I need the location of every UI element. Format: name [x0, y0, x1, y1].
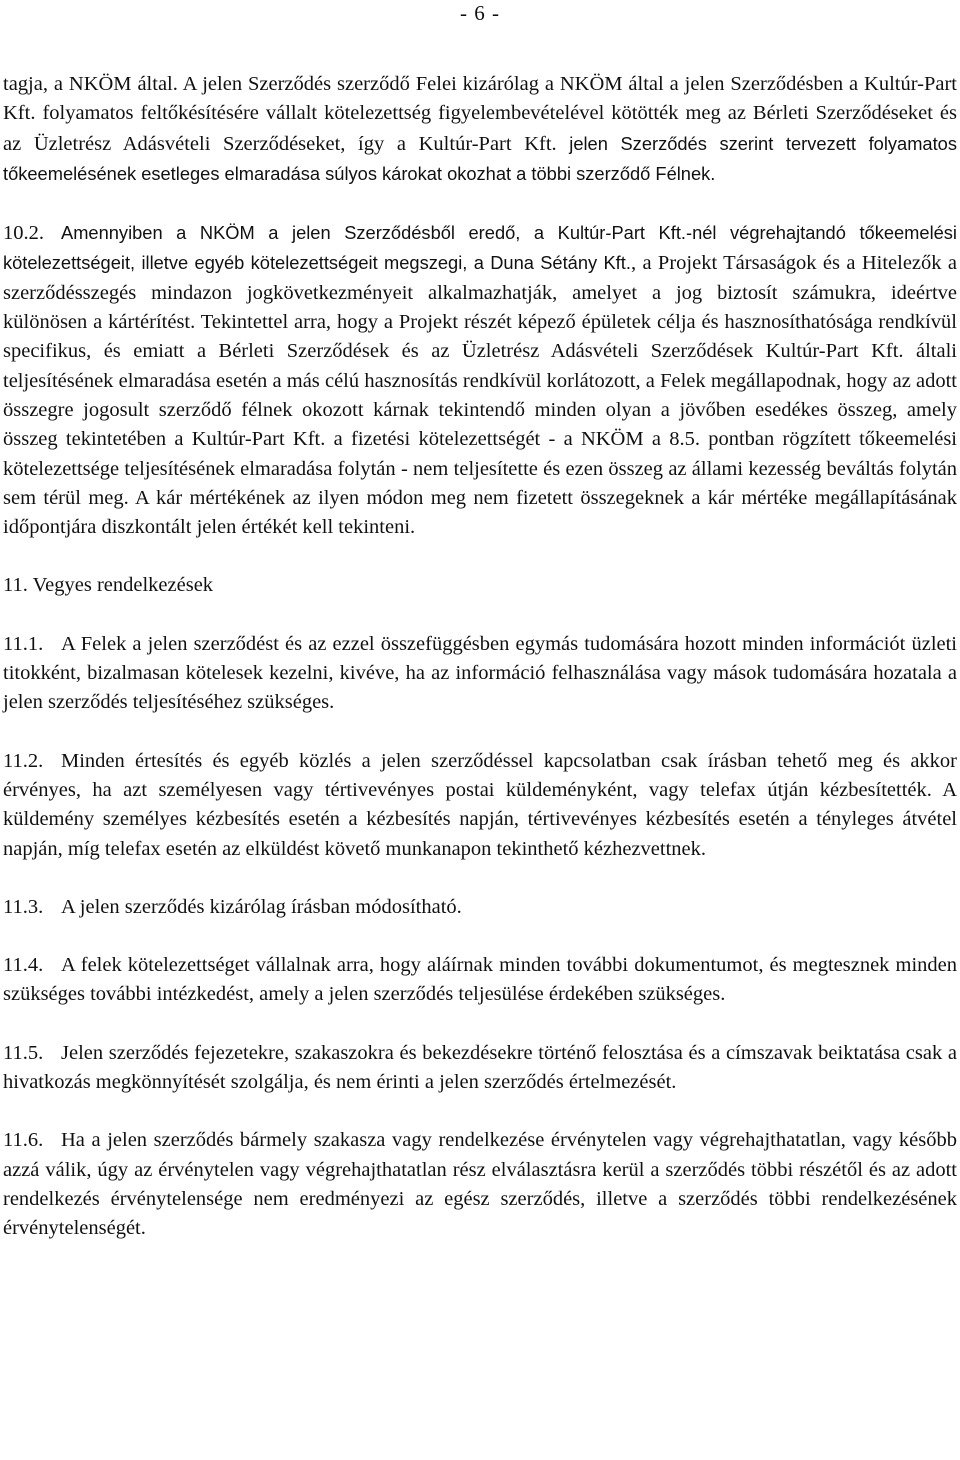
section-number: 11.1.: [3, 632, 44, 655]
section-number: 11.4.: [3, 954, 44, 977]
section-number: 11.6.: [3, 1129, 44, 1152]
paragraph-text: A jelen szerződés kizárólag írásban módosítható.: [61, 895, 462, 918]
section-11-heading: 11. Vegyes rendelkezések: [3, 574, 214, 597]
paragraph-11-1: [3, 630, 957, 718]
paragraph-text: Jelen szerződés fejezetekre, szakaszokra és bekezdésekre történő felosztása és a címszavak beiktatása csak a hivatkozás megkönnyítését szolgálja, és nem érinti a jelen szerződés értelmezését.: [3, 1041, 957, 1094]
page-number: - 6 -: [460, 1, 500, 25]
paragraph-text: tagja, a NKÖM által. A jelen Szerződés szerződő Felei kizárólag a NKÖM által a jelen Szerződésben a Kultúr-Part Kft. folyamatos feltőkésítésére vállalt kötelezettség figyelembevételével kötötték meg az Bérleti Szerződéseket és az Üzletrész Adásvételi Szerződéseket, így a Kultúr-Part Kft.: [3, 73, 957, 155]
paragraph-text: Ha a jelen szerződés bármely szakasza vagy rendelkezése érvénytelen vagy végrehajthatatlan, vagy később azzá válik, úgy az érvénytelen vagy végrehajthatatlan rész elválasztásra kerül a szerződés többi részétől és az adott rendelkezés érvénytelensége nem eredményezi az egész szerződés, illetve a szerződés többi rendelkezésének érvénytelenségét.: [3, 1129, 957, 1240]
paragraph-10-2: [3, 218, 957, 542]
paragraph-11-3: [3, 893, 957, 922]
paragraph-11-5: [3, 1039, 957, 1098]
paragraph-text: , a Projekt Társaságok és a Hitelezők a szerződésszegés mindazon jogkövetkezményeit alkalmazhatják, amelyet a jog biztosít számukra, ideértve különösen a kártérítést.: [3, 252, 958, 334]
section-number: 11.5.: [3, 1041, 44, 1064]
paragraph-10-1-continuation: [3, 70, 957, 189]
paragraph-11-4: [3, 951, 957, 1010]
paragraph-text: A felek kötelezettséget vállalnak arra, hogy aláírnak minden további dokumentumot, és megtesznek minden szükséges további intézkedést, amely a jelen szerződés teljesülése érdekében szükséges.: [3, 954, 957, 1006]
document-body: [3, 70, 957, 1273]
paragraph-text-sans: jelen Szerződés szerint tervezett folyamatos tőkeemelésének esetleges elmaradása súlyos károkat okozhat a többi szerződő Félnek.: [3, 132, 957, 184]
paragraph-text: A Felek a jelen szerződést és az ezzel összefüggésben egymás tudomására hozott minden információt üzleti titokként, bizalmasan kötelesek kezelni, kivéve, ha az információ felhasználása vagy mások tudomására hozatala a jelen szerződés teljesítéséhez szükséges.: [3, 632, 957, 714]
section-number: 11.2.: [3, 749, 44, 772]
paragraph-11-6: [3, 1126, 957, 1243]
paragraph-text: Tekintettel arra, hogy a Projekt részét képező épületek célja és hasznosíthatósága rendkívül specifikus, és emiatt a Bérleti Szerződések és az Üzletrész Adásvételi Szerződések Kultúr-Part Kft. általi teljesítésének elmaradása esetén a más célú hasznosítás rendkívül korlátozott, a Felek megállapodnak, hogy az adott összegre jogosult szerződő félnek okozott kárnak tekintendő minden olyan a jövőben esedékes összeg, amely összeg tekintetében a Kultúr-Part Kft. a fizetési kötelezettségét - a NKÖM a 8.5. pontban rögzített tőkeemelési kötelezettsége teljesítésének elmaradása folytán - nem teljesítette és ezen összeg az állami kezesség beváltás folytán sem térül meg. A kár mértékének az ilyen módon meg nem fizetett összegeknek a kár mértéke megállapításának időpontjára diszkontált jelen értékét kell tekinteni.: [3, 311, 957, 539]
section-number: 11.3.: [3, 895, 44, 918]
paragraph-text-sans: Amennyiben a NKÖM a jelen Szerződésből eredő, a Kultúr-Part Kft.-nél végrehajtandó tőkeemelési kötelezettségeit, illetve egyéb kötelezettségeit megszegi, a Duna Sétány Kft.: [3, 222, 957, 274]
section-number: 10.2.: [3, 222, 44, 245]
paragraph-11-2: [3, 747, 957, 864]
paragraph-text: Minden értesítés és egyéb közlés a jelen szerződéssel kapcsolatban csak írásban tehető meg és akkor érvényes, ha azt személyesen vagy tértivevényes postai küldeményként, vagy telefax útján kézbesítették. A küldemény személyes kézbesítés esetén a kézbesítés napján, tértivevényes kézbesítés esetén a tényleges átvétel napján, míg telefax esetén az elküldést követő munkanapon tekinthető kézhezvettnek.: [3, 749, 957, 860]
